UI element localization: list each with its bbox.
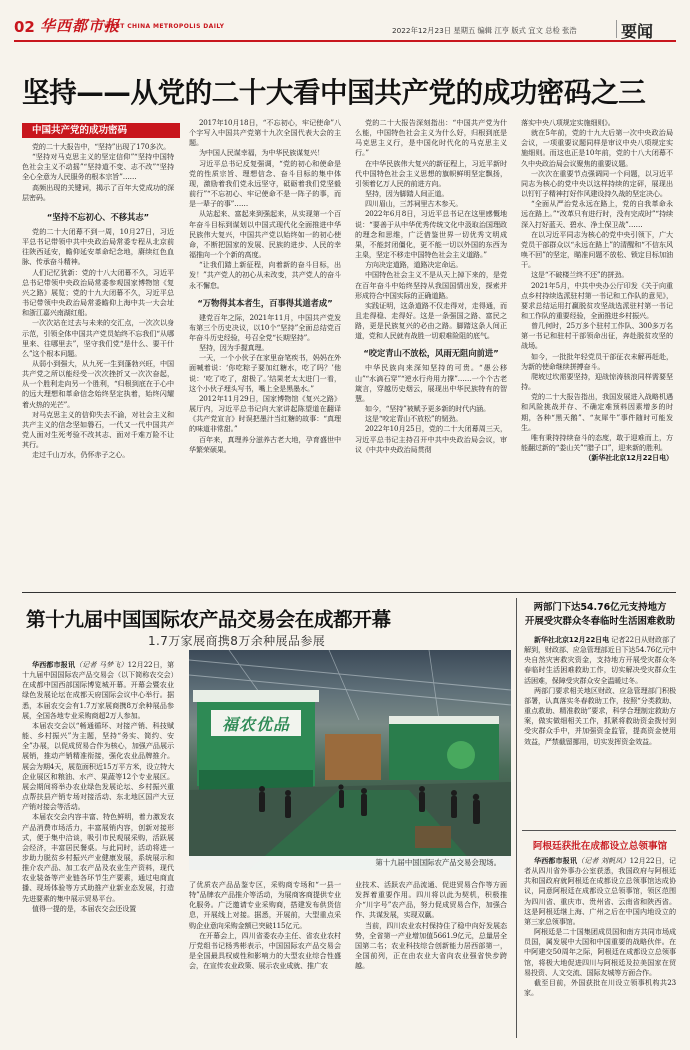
paragraph: 从站起来、富起来到强起来，从实现第一个百年奋斗目标到谋划以中国式现代化全面推进中华民族伟大复兴，中国共产党以始终如一的初心使命，不断把国家的发展、民族的进步、人民的幸福推向一个个新的高度。 bbox=[189, 209, 341, 260]
booth-right-band bbox=[389, 716, 499, 724]
page-header bbox=[0, 0, 690, 46]
photo-sign-text: 福农优品 bbox=[221, 715, 290, 734]
paragraph: 了优质农产品品鉴专区，采购商专场和“一县一特”品牌农产品推介等活动，为展商客商提供专业化服务。广泛邀请专业采购商，搭建发布供货信息，开展线上对接。据悉，开展前，大型重点采购企业意向采购金额已突破115亿元。 bbox=[189, 880, 341, 930]
paragraph: 实践证明，这条道路不仅走得对，走得通，而且走得稳、走得好。这是一条强国之路、富民之路，更是民族复兴的必由之路。脚踏这条人间正道，党和人民就有战胜一切艰难险阻的底气。 bbox=[355, 300, 507, 341]
lead-column-2 bbox=[189, 118, 341, 455]
paragraph: 坚持，因为手握真理。 bbox=[198, 343, 269, 353]
paragraph: 对马克思主义的信仰失去不渝，对社会主义和共产主义的信念坚如磐石，一代又一代中国共产党人面对生死考验不改其志、面对千难万险不让其行。 bbox=[22, 409, 174, 450]
header-rule bbox=[14, 40, 676, 42]
photo-caption: 第十九届中国国际农产品交易会现场。 bbox=[375, 858, 501, 867]
paragraph: 党的二十大闭幕不到一周，10月27日，习近平总书记带领中共中央政治局常委专程从北京前往陕西延安，瞻仰延安革命纪念地，赓续红色血脉、传承奋斗精神。 bbox=[22, 226, 174, 267]
paragraph: 唯有秉持持续奋斗的态度，敢于迎难而上，方能翻过新的“娄山关”“腊子口”，迎来新的胜利。 bbox=[521, 432, 673, 452]
subheading: “坚持不忘初心、不移其志” bbox=[46, 211, 150, 222]
banner-tag bbox=[22, 123, 180, 138]
lead-text: 12月22日，记者从四川省外事办公室获悉，我国政府与阿根廷共和国政府就阿根廷在成都设立总领事馆达成协议，同意阿根廷在成都设立总领事馆，领区范围为四川省、重庆市、贵州省、云南省和陕西省。这是阿根廷继上海、广州之后在中国内地设立的第三家总领事馆。 bbox=[524, 856, 677, 926]
dateline: 华西都市报讯 bbox=[31, 660, 76, 669]
headline-line: 两部门下达54.76亿元支持地方 bbox=[533, 602, 667, 613]
paragraph: 爬坡过坎需要坚持，迎战惊涛骇浪同样需要坚持。 bbox=[521, 371, 673, 392]
side-1-body bbox=[524, 635, 676, 747]
paragraph: 在以习近平同志为核心的党中央引领下，广大党员干部群众以“永远在路上”的清醒和“不信东风唤不回”的坚定，瞄准问题不放松、锁定目标加油干。 bbox=[521, 229, 673, 270]
paragraph: 如今，一批批年轻党员干部征衣未解再赶赴，为新的使命继续拼搏奋斗。 bbox=[521, 351, 673, 371]
side-1-headline bbox=[522, 601, 678, 629]
paragraph: 中国特色社会主义不是从天上掉下来的，是党在百年奋斗中始终坚持从我国国情出发，探索并形成符合中国实际的正确道路。 bbox=[355, 270, 507, 300]
paragraph bbox=[524, 635, 676, 686]
date-line: 2022年12月23日 星期五 编辑 江亨 版式 宜文 总检 张浩 bbox=[392, 26, 577, 35]
paragraph: 截至目前，外国获批在川设立领事机构共23家。 bbox=[524, 977, 676, 998]
booth-roof bbox=[193, 690, 319, 702]
expo-column-3 bbox=[355, 880, 507, 971]
paragraph: 两部门要求相关地区财政、应急管理部门积极部署，认真落实冬春救助工作，按照“分类救助、重点救助、精准救助”要求，科学合理制定救助方案，做实做细相关工作，抓紧将救助资金拨付到受灾群众手中，并加强资金监管，提高资金使用效益，严禁截留挪用，切实发挥资金效益。 bbox=[524, 685, 676, 746]
paragraph: 2022年6月8日，习近平总书记在这里感慨地说：“要善于从中华优秀传统文化中汲取治国理政的理念和思维，广泛借鉴世界一切优秀文明成果，不能封闭僵化，更不能一切以外国的东西为主臬，坚定不移走中国特色社会主义道路。” bbox=[355, 209, 507, 260]
headline-line: 开展受灾群众冬春临时生活困难救助 bbox=[524, 616, 675, 627]
paragraph: 高频出现的关键词，揭示了百年大党成功的深层密码。 bbox=[22, 182, 174, 202]
byline: （新华社北京12月22日电） bbox=[584, 453, 673, 463]
paragraph: 习近平总书记反复强调，“党的初心和使命是党的性质宗旨、理想信念、奋斗目标的集中体现，激励着我们党永远坚守，砥砺着我们党坚毅前行”“不忘初心、牢记使命不是一阵子的事，而是一辈子的事”…… bbox=[189, 158, 341, 209]
cart bbox=[415, 826, 451, 848]
booth-green-counter bbox=[199, 770, 313, 790]
paragraph: 党的二十大报告中，“坚持”出现了170多次。 bbox=[31, 142, 171, 151]
paragraph: 2012年11月29日，国家博物馆《复兴之路》展厅内，习近平总书记向大家讲起陈望道在翻译《共产党宣言》时误把墨汁当红糖的故事：“真理的味道非常甜。” bbox=[189, 393, 341, 434]
paragraph: 在开幕会上，四川省委农办主任、省农业农村厅党组书记杨秀彬表示，中国国际农产品交易会是全国最具权威性和影响力的大型农业综合性盛会，在宣传农业政策、展示农业成就、推广农 bbox=[189, 930, 341, 971]
paragraph: 当前，四川农业农村保持住了稳中向好发展态势，全省第一产业增加值5661.9亿元，总量居全国第二名；农业科技综合创新能力居西部第一，全国前列，正在由农业大省向农业强省快步跨越。 bbox=[355, 920, 507, 971]
paragraph bbox=[524, 856, 676, 927]
paragraph: 一天，一个小伙子在家里奋笔疾书，妈妈在外面喊着说：‘你吃粽子要加红糖水，吃了吗？’他说：‘吃了吃了，甜极了。’结果老太太进门一看，这个小伙子埋头写书，嘴上全是黑墨水。” bbox=[189, 353, 341, 393]
expo-hall-illustration bbox=[189, 650, 511, 870]
side-2-body bbox=[524, 856, 676, 998]
expo-headline: 第十九届中国国际农产品交易会在成都开幕 bbox=[26, 608, 391, 631]
lead-column-3 bbox=[355, 118, 507, 455]
subheading: “咬定青山不放松，风雨无阻向前进” bbox=[363, 348, 499, 359]
paragraph: “全面从严治党永远在路上，党的自我革命永远在路上。”“改革只有进行时，没有完成时”“持续深入打好蓝天、碧水、净土保卫战”…… bbox=[521, 199, 673, 229]
lead-column-4 bbox=[521, 118, 673, 463]
expo-subhead: 1.7万家展商携8万余种展品参展 bbox=[148, 634, 326, 648]
lead-text: 12月22日，第十九届中国国际农产品交易会（以下简称农交会）在成都中国西部国际博览城开幕。开幕会暨农业绿色发展论坛在成都天府国际会议中心举行。据悉，本届农交会有1.7万家展商携8万余种展品参展，全国各地专业采购商超2万人参加。 bbox=[22, 660, 175, 720]
paragraph: 业技术、活跃农产品流通、促进贸易合作等方面发挥着重要作用。四川将以此为契机，积极推介“川字号”农产品，努力促成贸易合作，加强合作、共谋发展，实现双赢。 bbox=[355, 880, 507, 920]
section-name: 要闻 bbox=[621, 22, 654, 41]
paragraph: 这是“咬定青山不放松”的韧劲。 bbox=[364, 414, 463, 424]
lead-column-1 bbox=[22, 142, 174, 461]
paragraph: “让我们踏上新征程，向着新的奋斗目标，出发！”共产党人的初心从未改变，共产党人的奋斗永不懈怠。 bbox=[189, 260, 341, 290]
sidebar-divider bbox=[516, 598, 517, 1038]
paragraph: 值得一提的是，本届农交会还设置 bbox=[31, 903, 137, 913]
photo-caption-bar bbox=[189, 856, 511, 870]
reporter: （记者 刘帆凤） bbox=[577, 856, 630, 865]
brand-english: WEST CHINA METROPOLIS DAILY bbox=[104, 23, 225, 30]
lead-headline: 坚持——从党的二十大看中国共产党的成功密码之三 bbox=[22, 76, 646, 109]
paragraph: 方向决定道路，道路决定命运。 bbox=[364, 260, 463, 270]
paragraph: 这是“不破楼兰终不还”的拼劲。 bbox=[530, 270, 629, 280]
paragraph: 为中国人民谋幸福，为中华民族谋复兴！ bbox=[198, 148, 324, 158]
expo-column-1 bbox=[22, 660, 174, 914]
paragraph bbox=[22, 660, 174, 721]
paragraph: 2021年5月，中共中央办公厅印发《关于向重点乡村持续选派驻村第一书记和工作队的意见》，要求总结运用打赢脱贫攻坚战选派驻村第一书记和工作队的重要经验，全面推进乡村振兴。 bbox=[521, 280, 673, 320]
reporter: （记者 马梦飞） bbox=[75, 660, 128, 669]
lead-text: 记者22日从财政部了解到，财政部、应急管理部近日下达54.76亿元中央自然灾害救灾资金，支持地方开展受灾群众冬春临时生活困难救助工作，切实解决受灾群众生活困难，保障受灾群众安全温暖过冬。 bbox=[524, 635, 676, 685]
paragraph: 阿根廷是二十国集团成员国和南方共同市场成员国，属发展中大国和中国重要的战略伙伴。在中阿建交50周年之际，阿根廷在成都设立总领事馆，将极大地促进四川与阿根廷及拉美国家在贸易投资、人文交流、国际友城等方面合作。 bbox=[524, 927, 676, 977]
paragraph: 坚持，因为脚踏人间正道。 bbox=[364, 189, 449, 199]
paragraph: 在中华民族伟大复兴的新征程上，习近平新时代中国特色社会主义思想的旗帜鲜明坚定飘扬，引领着亿万人民的前进方向。 bbox=[355, 158, 507, 188]
paragraph: 党的二十大报告深刻指出：“中国共产党为什么能，中国特色社会主义为什么好，归根到底是马克思主义行，是中国化时代化的马克思主义行。” bbox=[355, 118, 507, 158]
paragraph: 落实中央八项规定实施细则》。 bbox=[521, 118, 615, 127]
subheading: “万物得其本者生，百事得其道者成” bbox=[197, 297, 333, 308]
paragraph: 四川眉山，三苏祠里古木参天。 bbox=[364, 199, 463, 209]
balloon-green bbox=[447, 741, 475, 769]
expo-photo bbox=[189, 650, 511, 870]
paragraph: 走过千山万水，仍怀赤子之心。 bbox=[31, 450, 130, 460]
paragraph: “坚持对马克思主义的坚定信仰”“坚持中国特色社会主义不动摇”“坚持道不变、志不改”“坚持全心全意为人民服务的根本宗旨”…… bbox=[22, 152, 174, 182]
paragraph: 中华民族向来深知坚持的可贵。“愚公移山”“水滴石穿”“逆水行舟用力撑”……一个个古老箴言，穿越历史烟云，展现出中华民族特有的智慧。 bbox=[355, 363, 507, 403]
side-divider bbox=[522, 830, 676, 831]
paragraph: 本届农交会以“畅通循环、对接产销、科技赋能、乡村振兴”为主题，坚持“务实、简约、安全”办展，以促成贸易合作为核心，加强产品展示展销，推动产销精准衔接，强化农业品牌推介。展会为期4天，展览面积近15万平方米，设立特大企业展区和粮油、水产、果蔬等12个专业展区。展会期间将举办农业绿色发展论坛、乡村振兴重点帮扶县产销专场对接活动、东北地区国产大豆产销对接会等活动。 bbox=[22, 720, 174, 812]
dateline: 华西都市报讯 bbox=[533, 856, 578, 865]
section-divider-line bbox=[22, 592, 676, 593]
paragraph: 本届农交会内容丰富、特色鲜明，着力激发农产品消费市场活力，丰富展销内容，创新对接形式，便于集中洽谈，吸引市民观展采购，活跃展会经济，丰富居民餐桌。与此同时，活动将进一步助力脱贫乡村振兴产业健康发展，系统展示和推介农产品、加工农产品及农业生产资料，现代农业装备等产业链各环节生产要素，通过电商直播、现场体验等方式助推产业新业态发展，打造先进要素的集中展示贸易平台。 bbox=[22, 812, 174, 903]
paragraph: 百年来，真理养分滋养古老大地，孕育盛世中华繁荣硕果。 bbox=[189, 434, 341, 454]
brand-logo: 华西都市报 bbox=[40, 17, 121, 35]
paragraph: 人们记忆犹新：党的十八大闭幕不久，习近平总书记带领中央政治局常委参观国家博物馆《复兴之路》展览；党的十九大闭幕不久，习近平总书记带领中央政治局常委瞻仰上海中共一大会址和浙江嘉兴南湖红船。 bbox=[22, 267, 174, 318]
page-number: 02 bbox=[14, 18, 35, 36]
paragraph: 2017年10月18日，“不忘初心，牢记使命”八个字写入中国共产党第十九次全国代表大会的主题。 bbox=[189, 118, 341, 148]
banner-text: 中国共产党的成功密码 bbox=[32, 125, 128, 136]
paragraph: 曾几何时，25万多个驻村工作队、300多万名第一书记和驻村干部领命出征，奔赴脱贫攻坚的战场。 bbox=[521, 321, 673, 351]
side-2-headline: 阿根廷获批在成都设立总领事馆 bbox=[532, 841, 668, 852]
paragraph: 如今，“坚持”被赋予更多新的时代内涵。 bbox=[364, 404, 490, 414]
booth-right bbox=[389, 720, 499, 780]
paragraph: 从弱小到强大，从九死一生到蓬勃兴旺，中国共产党之所以能经受一次次挫折又一次次奋起，从一个胜利走向另一个胜利，“归根到底在于心中的远大理想和革命信念始终坚定执着，始终闪耀着火热的光芒”。 bbox=[22, 358, 174, 409]
booth-mid bbox=[325, 734, 381, 780]
section-divider bbox=[616, 20, 617, 38]
paragraph: 党的二十大报告指出，我国发展进入战略机遇和风险挑战并存、不确定难预料因素增多的时期，各种“黑天鹅”、“灰犀牛”事件随时可能发生。 bbox=[521, 392, 673, 432]
paragraph: 一次次在重要节点强调同一个问题，以习近平同志为核心的党中央以这样持续的定砰，展现出以钉钉子精神打好作风建设持久战的坚定决心。 bbox=[521, 168, 673, 199]
paragraph: 建党百年之际，2021年11月，中国共产党发布第三个历史决议，以10个“坚持”全面总结党百年奋斗历史经验，号召全党“长期坚持”。 bbox=[189, 312, 341, 342]
dateline: 新华社北京12月22日电 bbox=[533, 635, 610, 644]
paragraph: 就在5年前，党的十九大后第一次中央政治局会议，一项重要议题同样是审议中央八项规定实施细则。而这也正是10年前，党的十八大闭幕不久中央政治局会议聚焦的重要议题。 bbox=[521, 128, 673, 168]
paragraph: 一次次站在过去与未来的交汇点，一次次以身示范，引领全体中国共产党员始终不忘我们“从哪里来、往哪里去”，坚守我们党“是什么、要干什么”这个根本问题。 bbox=[22, 318, 174, 358]
paragraph: 2022年10月25日，党的二十大闭幕周三天，习近平总书记主持召开中共中央政治局会议，审议《中共中央政治局贯彻 bbox=[355, 424, 507, 454]
expo-column-2 bbox=[189, 880, 341, 971]
